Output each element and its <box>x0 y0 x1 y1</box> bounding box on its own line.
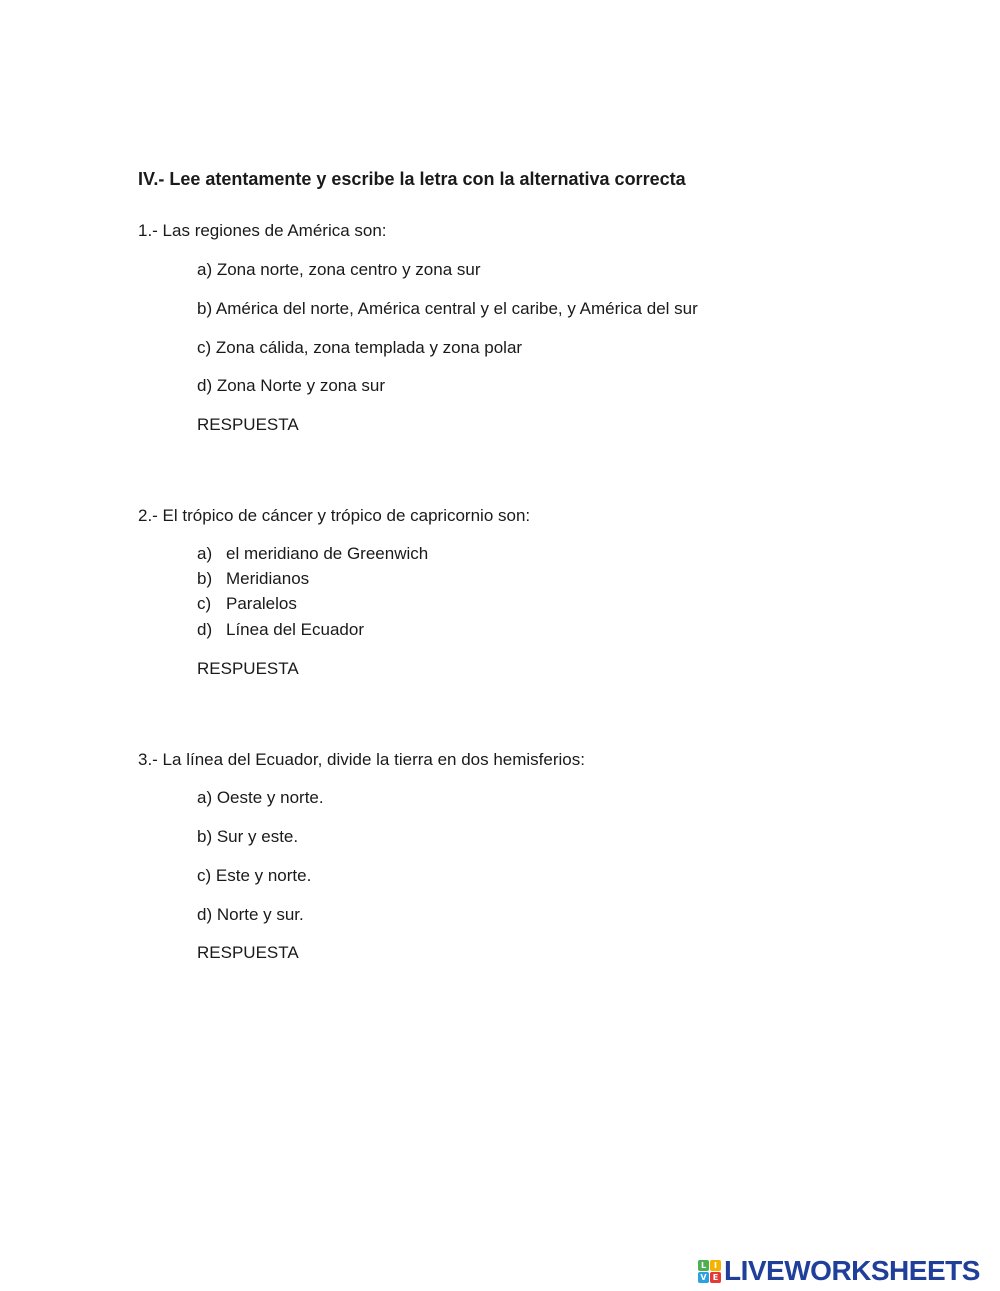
question-3-option-a: a) Oeste y norte. <box>197 788 324 807</box>
question-1-option-d: d) Zona Norte y zona sur <box>197 376 386 395</box>
logo-mark-icon <box>698 1260 721 1283</box>
question-2-option-c-letter: c) <box>197 594 212 613</box>
question-3-answer-label: RESPUESTA <box>197 943 299 962</box>
section-title: IV.- Lee atentamente y escribe la letra con la alternativa correcta <box>138 169 686 189</box>
question-1-option-a: a) Zona norte, zona centro y zona sur <box>197 260 481 279</box>
question-3-option-c: c) Este y norte. <box>197 866 312 885</box>
question-2-answer-label: RESPUESTA <box>197 659 299 678</box>
question-3-prompt: 3.- La línea del Ecuador, divide la tierra en dos hemisferios: <box>138 750 585 769</box>
question-2-option-a-letter: a) <box>197 544 213 563</box>
question-3-option-b: b) Sur y este. <box>197 827 299 846</box>
question-2-prompt: 2.- El trópico de cáncer y trópico de capricornio son: <box>138 506 531 525</box>
question-2-option-b-text: Meridianos <box>226 569 310 588</box>
question-2-option-c-text: Paralelos <box>226 594 297 613</box>
question-2-option-a-text: el meridiano de Greenwich <box>226 544 429 563</box>
logo-mark-letter-e: E <box>710 1272 721 1283</box>
question-1-prompt: 1.- Las regiones de América son: <box>138 221 387 240</box>
logo-mark-letter-v: V <box>698 1272 709 1283</box>
question-1-option-b: b) América del norte, América central y el caribe, y América del sur <box>197 299 698 318</box>
question-3-option-d: d) Norte y sur. <box>197 905 304 924</box>
question-2-option-d-letter: d) <box>197 620 213 639</box>
question-1-option-c: c) Zona cálida, zona templada y zona polar <box>197 338 523 357</box>
question-1-answer-label: RESPUESTA <box>197 415 299 434</box>
liveworksheets-logo <box>698 1256 980 1286</box>
logo-mark-letter-l: L <box>698 1260 709 1271</box>
logo-text: LIVEWORKSHEETS <box>724 1255 980 1286</box>
question-2-option-b-letter: b) <box>197 569 213 588</box>
logo-mark-letter-i: I <box>710 1260 721 1271</box>
question-2-option-d-text: Línea del Ecuador <box>226 620 364 639</box>
